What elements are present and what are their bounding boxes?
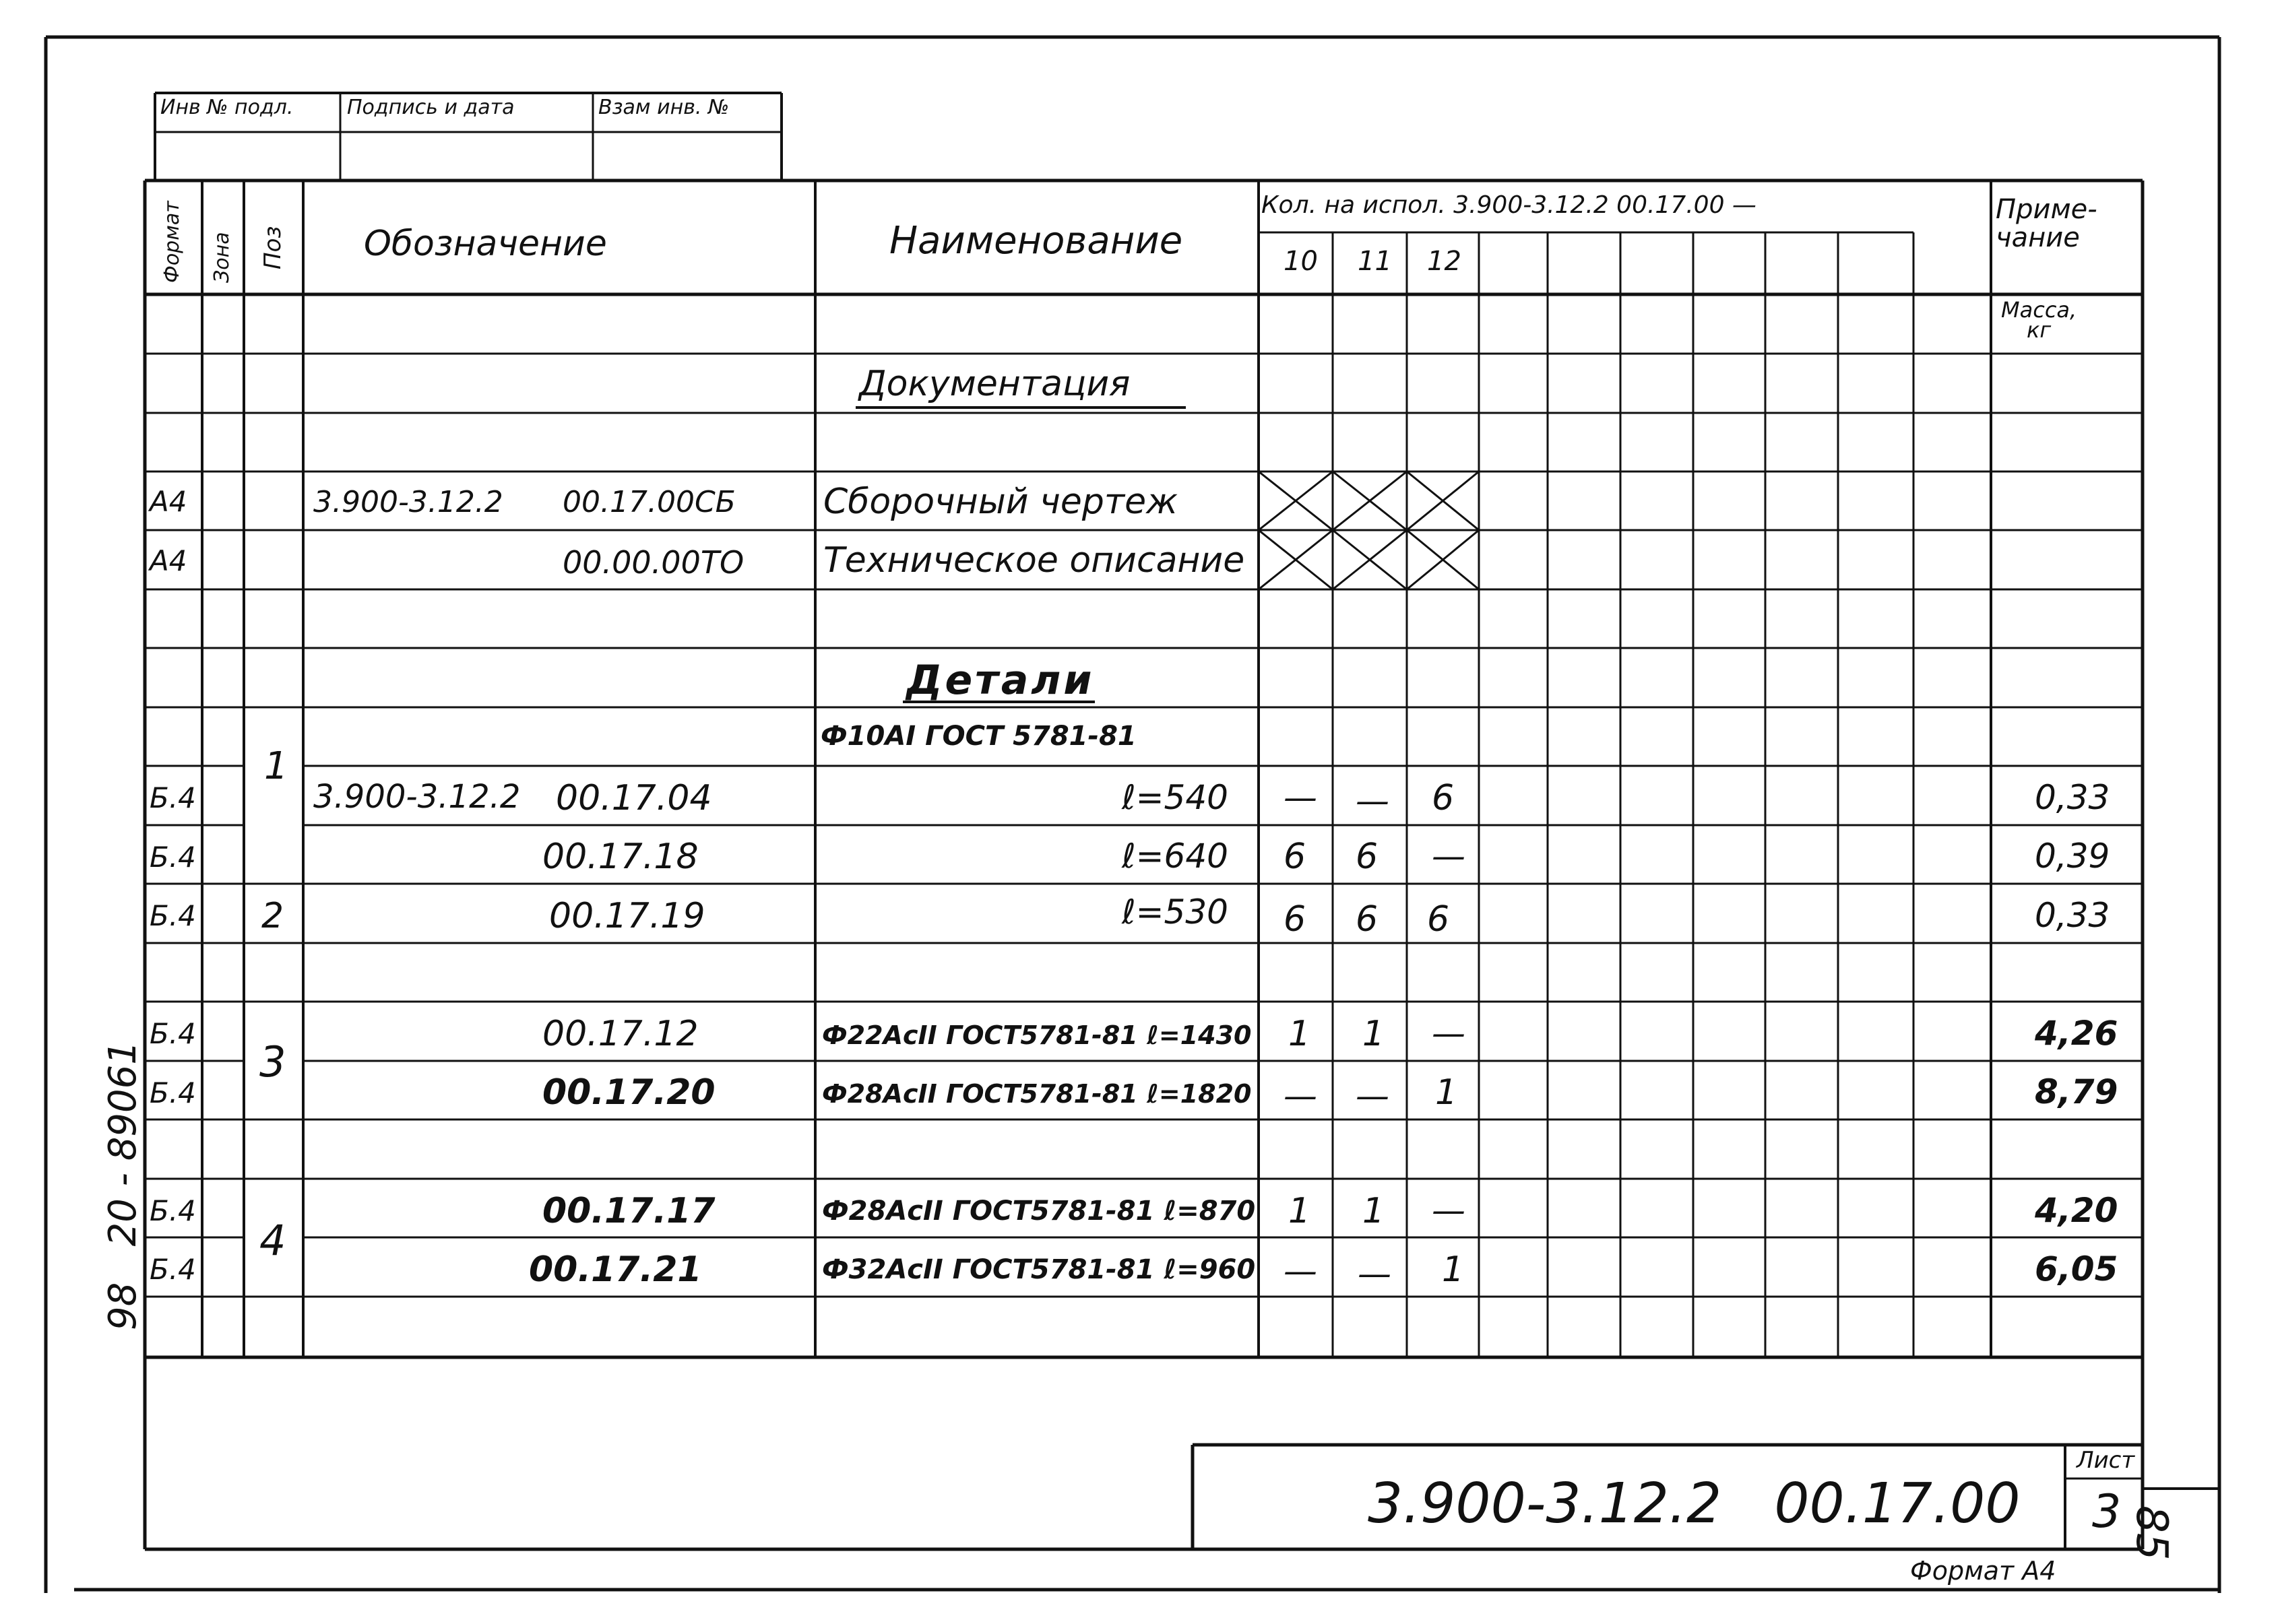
header-format: Формат — [160, 201, 184, 283]
row-name: Ф28АсII ГОСТ5781-81 ℓ=870 — [822, 1196, 1256, 1227]
row-note: 8,79 — [2035, 1072, 2118, 1111]
row-qty-10: 6 — [1284, 899, 1306, 940]
corner-number: 85 — [2126, 1505, 2176, 1561]
row-qty-11: 6 — [1356, 899, 1379, 940]
row-note: 6,05 — [2035, 1249, 2118, 1289]
header-name: Наименование — [889, 219, 1183, 263]
document-code: 3.900-3.12.2 00.17.00 — [1368, 1472, 2021, 1536]
row-qty-12: 1 — [1442, 1249, 1465, 1290]
stamp-header-signature: Подпись и дата — [347, 96, 515, 119]
header-qty-title: Кол. на испол. 3.900-3.12.2 00.17.00 — — [1261, 191, 1756, 219]
row-name: ℓ=640 — [1122, 837, 1228, 876]
section-documentation: Документация — [859, 364, 1131, 404]
header-pos: Поз — [259, 226, 286, 269]
row-qty-12: 1 — [1435, 1072, 1458, 1113]
header-mass: Масса, кг — [2001, 297, 2077, 344]
row-designation-b: 00.17.18 — [542, 837, 699, 877]
row-note: 4,20 — [2035, 1191, 2118, 1230]
header-variant-10: 10 — [1284, 246, 1318, 277]
row-name: ℓ=540 — [1122, 778, 1228, 817]
row-designation-b: 00.17.20 — [542, 1072, 716, 1113]
row-qty-12: 6 — [1432, 778, 1455, 818]
row-format: Б.4 — [150, 1017, 196, 1050]
row-name: Сборочный чертеж — [823, 482, 1178, 522]
row-designation-b: 00.17.12 — [542, 1014, 699, 1054]
row-designation-b: 00.17.19 — [549, 896, 705, 936]
row-name: Техническое описание — [823, 540, 1245, 581]
row-note: 0,33 — [2035, 778, 2110, 817]
row-format: Б.4 — [150, 841, 196, 874]
row-name: ℓ=530 — [1122, 892, 1228, 932]
row-qty-10: 1 — [1288, 1191, 1311, 1231]
row-designation-b: 00.17.17 — [542, 1191, 716, 1231]
row-name: Ф22АсII ГОСТ5781-81 ℓ=1430 — [822, 1020, 1252, 1050]
row-qty-11: 6 — [1356, 837, 1379, 877]
row-format: А4 — [150, 544, 187, 577]
section-details: Детали — [906, 657, 1095, 704]
sheet-number: 3 — [2092, 1485, 2122, 1538]
row-designation-b: 00.17.04 — [556, 778, 712, 818]
row-format: А4 — [150, 485, 187, 518]
row-qty-10: — — [1284, 1252, 1317, 1291]
row-name: Ф28АсII ГОСТ5781-81 ℓ=1820 — [822, 1079, 1252, 1109]
row-designation-a: 3.900-3.12.2 — [313, 778, 521, 816]
row-qty-11: — — [1356, 1076, 1389, 1115]
row-qty-11: — — [1356, 781, 1389, 820]
row-format: Б.4 — [150, 1076, 196, 1109]
row-pos: 2 — [261, 896, 284, 936]
side-inventory-text: 98 20 - 89061 — [101, 1041, 145, 1330]
row-note: 4,26 — [2035, 1014, 2118, 1053]
row-qty-10: — — [1284, 1076, 1317, 1115]
header-variant-11: 11 — [1358, 246, 1392, 277]
row-qty-10: 1 — [1288, 1014, 1311, 1054]
row-qty-12: — — [1432, 1014, 1465, 1053]
row-qty-12: — — [1432, 837, 1465, 876]
row-name: Ф10АI ГОСТ 5781-81 — [821, 721, 1137, 752]
row-note: 0,33 — [2035, 896, 2110, 935]
row-qty-12: — — [1432, 1191, 1465, 1230]
row-qty-11: 1 — [1362, 1191, 1385, 1231]
header-variant-12: 12 — [1427, 246, 1461, 277]
stamp-header-inv: Инв № подл. — [160, 96, 294, 119]
row-qty-10: 6 — [1284, 837, 1306, 877]
pos-1: 1 — [264, 744, 288, 788]
row-designation-b: 00.17.00СБ — [563, 485, 736, 519]
row-designation-b: 00.17.21 — [529, 1249, 702, 1290]
header-designation: Обозначение — [364, 224, 607, 264]
row-format: Б.4 — [150, 899, 196, 932]
row-qty-10: — — [1284, 778, 1317, 817]
format-label: Формат А4 — [1910, 1556, 2056, 1586]
sheet-label: Лист — [2077, 1447, 2135, 1474]
row-name: Ф32АсII ГОСТ5781-81 ℓ=960 — [822, 1254, 1256, 1285]
row-format: Б.4 — [150, 1194, 196, 1227]
pos-4: 4 — [259, 1216, 286, 1265]
row-format: Б.4 — [150, 1253, 196, 1286]
header-zone: Зона — [210, 232, 234, 283]
row-qty-11: — — [1358, 1254, 1391, 1293]
row-qty-12: 6 — [1427, 899, 1450, 940]
row-qty-11: 1 — [1362, 1014, 1385, 1054]
header-note: Приме- чание — [1996, 194, 2097, 253]
pos-3: 3 — [259, 1037, 286, 1086]
row-designation-b: 00.00.00ТО — [563, 544, 745, 581]
row-format: Б.4 — [150, 781, 196, 814]
stamp-header-replace: Взам инв. № — [598, 96, 730, 119]
row-designation-a: 3.900-3.12.2 — [313, 485, 503, 519]
row-note: 0,39 — [2035, 837, 2110, 876]
